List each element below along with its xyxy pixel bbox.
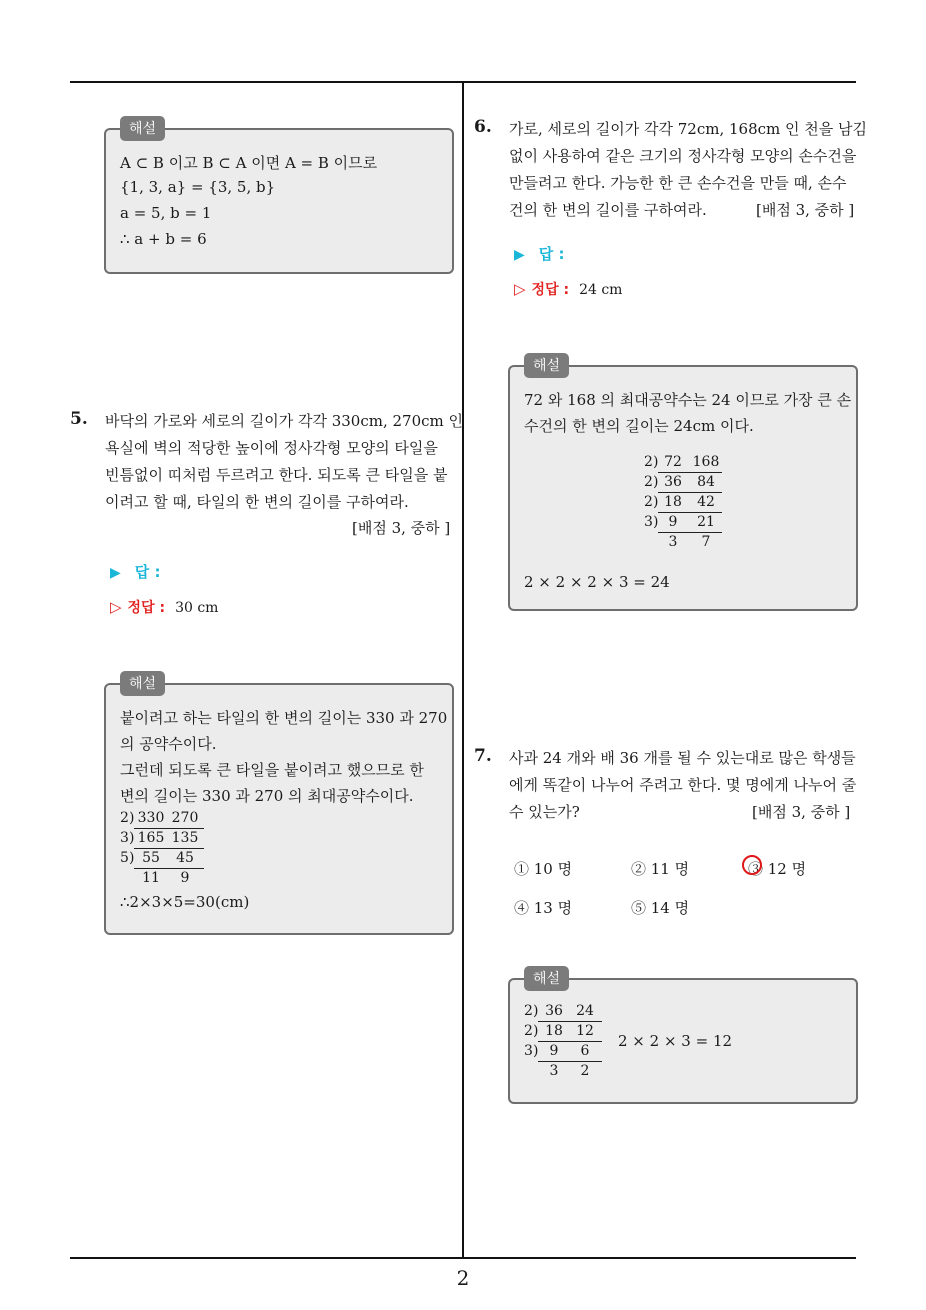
question-7-number: 7. [474, 746, 492, 766]
choice-1[interactable]: ① 10 명 [514, 860, 573, 878]
explanation-line: 의 공약수이다. [120, 735, 217, 753]
choice-4[interactable]: ④ 13 명 [514, 899, 573, 917]
explanation-line: 72 와 168 의 최대공약수는 24 이므로 가장 큰 손 [524, 391, 852, 409]
question-6-text: 가로, 세로의 길이가 각각 72cm, 168cm 인 천을 남김 [509, 120, 867, 138]
explanation-conclusion: ∴2×3×5=30(cm) [120, 893, 250, 911]
explanation-tag: 해설 [524, 966, 569, 991]
question-6-correct-answer: ▷ 정답 : 24 cm [514, 280, 623, 298]
question-7-text: 사과 24 개와 배 36 개를 될 수 있는대로 많은 학생들 [509, 749, 856, 767]
question-5-score: [배점 3, 중하 ] [352, 519, 451, 537]
explanation-line: 그런데 되도록 큰 타일을 붙이려고 했으므로 한 [120, 761, 424, 779]
question-5-text: 욕실에 벽의 적당한 높이에 정사각형 모양의 타일을 [105, 439, 438, 457]
explanation-line: 붙이려고 하는 타일의 한 변의 길이는 330 과 270 [120, 709, 448, 727]
explanation-line: A ⊂ B 이고 B ⊂ A 이면 A = B 이므로 [120, 154, 378, 172]
explanation-tag: 해설 [120, 116, 165, 141]
explanation-tag: 해설 [120, 671, 165, 696]
play-triangle-icon: ▶ [514, 247, 525, 263]
question-5-number: 5. [70, 409, 88, 429]
division-ladder-q6: 2 ) 72 168 2 ) 36 84 2 ) 18 42 3 ) 9 21 3 7 [644, 453, 744, 553]
explanation-line: ∴ a + b = 6 [120, 230, 207, 248]
question-5-text: 빈틈없이 띠처럼 두르려고 한다. 되도록 큰 타일을 붙 [105, 466, 448, 484]
division-ladder-q5: 2 ) 330 270 3 ) 165 135 5 ) 55 45 11 9 [120, 809, 220, 889]
play-triangle-icon: ▶ [110, 565, 121, 581]
explanation-box-top [104, 121, 454, 274]
question-6-text: 만들려고 한다. 가능한 한 큰 손수건을 만들 때, 손수 [509, 174, 847, 192]
explanation-line: 수건의 한 변의 길이는 24cm 이다. [524, 417, 754, 435]
division-ladder-q7: 2 ) 36 24 2 ) 18 12 3 ) 9 6 3 2 [524, 1002, 624, 1082]
column-divider [462, 82, 464, 1258]
question-6-number: 6. [474, 117, 492, 137]
question-6-answer-prompt: ▶ 답 : [514, 245, 565, 263]
choice-3[interactable]: ③ 12 명 [748, 860, 807, 878]
question-5-answer-prompt: ▶ 답 : [110, 563, 161, 581]
question-7-score: [배점 3, 중하 ] [752, 803, 851, 821]
outline-triangle-icon: ▷ [110, 598, 122, 616]
bottom-rule [70, 1257, 856, 1259]
choice-2[interactable]: ② 11 명 [631, 860, 690, 878]
selected-answer-circle-icon [742, 855, 762, 875]
question-6-text: 없이 사용하여 같은 크기의 정사각형 모양의 손수건을 [509, 147, 857, 165]
explanation-box-q5 [104, 676, 454, 935]
page-number: 2 [456, 1266, 470, 1290]
explanation-conclusion: 2 × 2 × 3 = 12 [618, 1032, 733, 1050]
question-7-text: 에게 똑같이 나누어 주려고 한다. 몇 명에게 나누어 줄 [509, 776, 857, 794]
explanation-line: 변의 길이는 330 과 270 의 최대공약수이다. [120, 787, 414, 805]
explanation-line: {1, 3, a} = {3, 5, b} [120, 178, 276, 196]
explanation-tag: 해설 [524, 353, 569, 378]
question-5-text: 이려고 할 때, 타일의 한 변의 길이를 구하여라. [105, 493, 409, 511]
explanation-box-q6 [508, 358, 858, 611]
question-5-text: 바닥의 가로와 세로의 길이가 각각 330cm, 270cm 인 [105, 412, 464, 430]
question-5-correct-answer: ▷ 정답 : 30 cm [110, 598, 219, 616]
explanation-conclusion: 2 × 2 × 2 × 3 = 24 [524, 573, 670, 591]
choice-5[interactable]: ⑤ 14 명 [631, 899, 690, 917]
explanation-line: a = 5, b = 1 [120, 204, 212, 222]
question-6-score: [배점 3, 중하 ] [756, 201, 855, 219]
question-6-text: 건의 한 변의 길이를 구하여라. [509, 201, 707, 219]
question-7-text: 수 있는가? [509, 803, 580, 821]
outline-triangle-icon: ▷ [514, 280, 526, 298]
explanation-box-q7 [508, 971, 858, 1104]
